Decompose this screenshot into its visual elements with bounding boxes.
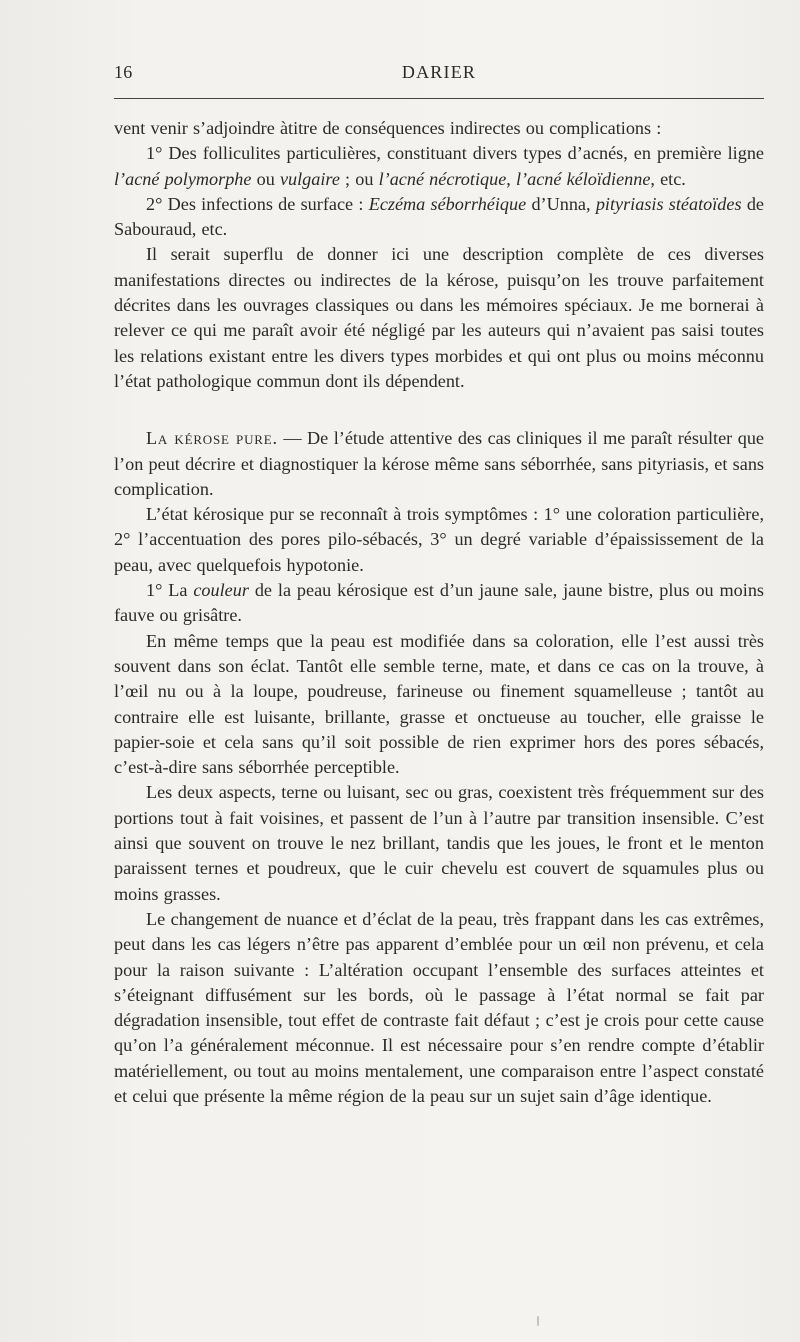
paragraph-eclat: En même temps que la peau est modifiée dans sa coloration, elle l’est aussi très souvent dans son éclat. Tantôt elle semble terne, mate, et dans ce cas on la trouve, à l’œil nu ou à la loupe, poudreuse, farineuse ou finement squamelleuse ; tantôt au contraire elle est luisante, brillante, grasse et onctueuse au toucher, elle graisse le papier-soie et cela sans qu’il soit possible de rien exprimer hors des pores sébacés, c’est-à-dire sans séborrhée perceptible. (114, 630, 764, 778)
paragraph-couleur (114, 578, 764, 629)
body-text (114, 116, 764, 1109)
italic-term: Eczéma séborrhéique (368, 193, 527, 214)
text-segment: de Sabouraud, etc. (114, 193, 764, 240)
text-segment: — De l’étude attentive des cas cliniques il me paraît résulter que l’on peut décrire et diagnostiquer la kérose même sans séborrhée, sans pityriasis, et sans complication. (114, 428, 764, 499)
text-segment: , etc. (650, 168, 686, 189)
running-title: DARIER (401, 62, 477, 82)
page-number: 16 (114, 62, 133, 82)
paragraph-infections (114, 192, 764, 243)
text-segment: ou (251, 168, 280, 189)
italic-term: vulgaire (279, 168, 340, 189)
italic-term: l’acné polymorphe (114, 168, 252, 189)
running-header (114, 62, 764, 86)
text-segment: , (506, 168, 516, 189)
italic-term: l’acné nécrotique (378, 168, 507, 189)
section-heading: La kérose pure. (146, 428, 278, 449)
paragraph-symptoms: L’état kérosique pur se reconnaît à trois symptômes : 1° une coloration particulière, 2° l’accentuation des pores pilo-sébacés, 3° un degré variable d’épaississement de la peau, avec quelquefois hypotonie. (114, 504, 764, 575)
text-segment: 1° La (146, 580, 194, 601)
paper-speck (537, 1316, 539, 1326)
paragraph-continuation: vent venir s’adjoindre àtitre de conséquences indirectes ou complications : (114, 118, 662, 138)
paragraph-aspects: Les deux aspects, terne ou luisant, sec ou gras, coexistent très fréquemment sur des portions tout à fait voisines, et passent de l’un à l’autre par transition insensible. C’est ainsi que souvent on trouve le nez brillant, tandis que les joues, le front et le menton paraissent ternes et poudreux, que le cuir chevelu est couvert de squamules plus ou moins grasses. (114, 782, 764, 904)
italic-term: couleur (193, 580, 249, 601)
text-segment: d’Unna, (526, 193, 596, 214)
italic-term: pityriasis stéatoïdes (595, 193, 742, 214)
text-segment: 1° Des folliculites particulières, constituant divers types d’acnés, en première ligne (146, 143, 764, 164)
paragraph-kerose-pure (114, 426, 764, 502)
text-segment: ; ou (339, 168, 379, 189)
paragraph-changement: Le changement de nuance et d’éclat de la peau, très frappant dans les cas extrêmes, peut dans les cas légers n’être pas apparent d’emblée pour un œil non prévenu, et cela pour la raison suivante : L’altération occupant l’ensemble des surfaces atteintes et s’éteignant diffusément sur les bords, où le passage à l’état normal se fait par dégradation insensible, tout effet de contraste fait défaut ; c’est je crois pour cette cause qu’on l’a généralement méconnue. Il est nécessaire pour s’en rendre compte d’établir matériellement, ou tout au moins mentalement, une comparaison entre l’aspect constaté et celui que présente la même région de la peau sur un sujet sain d’âge identique. (114, 908, 764, 1106)
text-segment: de la peau kérosique est d’un jaune sale, jaune bistre, plus ou moins fauve ou grisâtre. (114, 580, 764, 626)
paragraph-folliculites (114, 141, 764, 192)
text-segment: 2° Des infections de surface : (146, 193, 369, 214)
header-rule (114, 98, 764, 99)
section-spacing (114, 394, 764, 426)
paragraph-description: Il serait superflu de donner ici une description complète de ces diverses manifestations directes ou indirectes de la kérose, puisqu’on les trouve parfaitement décrites dans les ouvrages classiques ou dans les mémoires spéciaux. Je me bornerai à relever ce qui me paraît avoir été négligé par les auteurs qui n’avaient pas saisi toutes les relations existant entre les divers types morbides et qui ont plus ou moins méconnu l’état pathologique commun dont ils dépendent. (114, 244, 764, 391)
italic-term: l’acné kéloïdienne (515, 168, 651, 189)
